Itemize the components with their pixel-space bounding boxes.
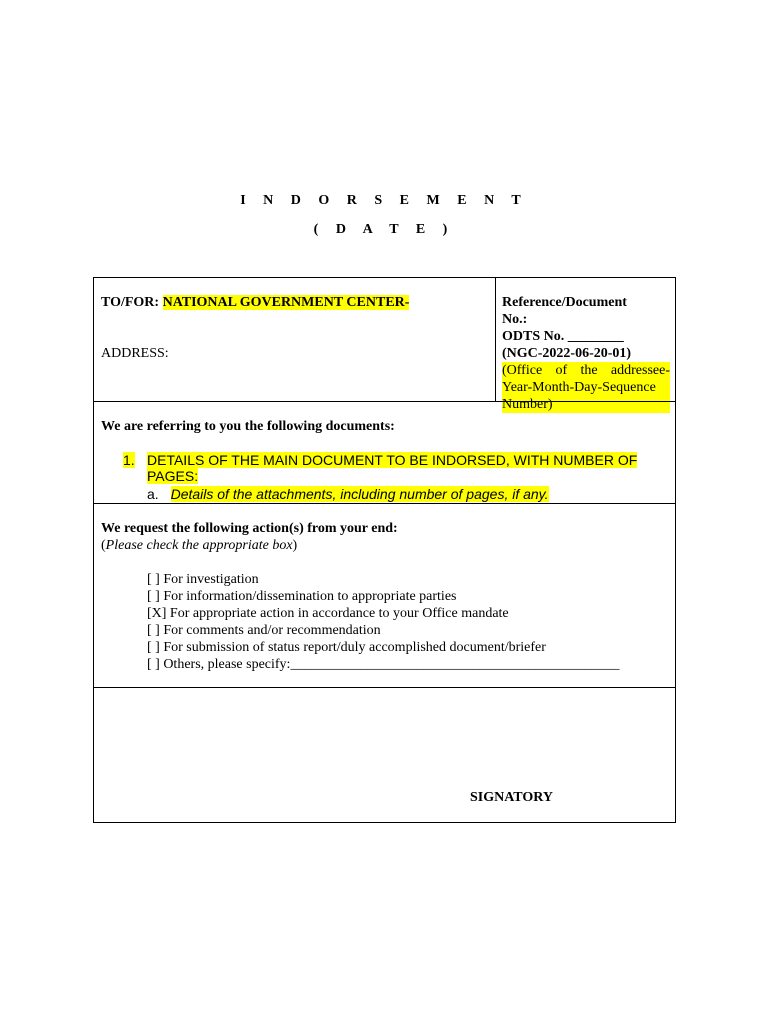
option-investigation[interactable]: [ ] For investigation (147, 572, 259, 587)
sub-item-letter: a. (147, 486, 159, 502)
sub-item-text: Details of the attachments, including number of pages, if any. (170, 486, 549, 502)
actions-intro: We request the following action(s) from your end: (101, 521, 398, 536)
actions-cell (93, 503, 676, 688)
option-others[interactable]: [ ] Others, please specify:_______________________________________________ (147, 657, 620, 672)
date-placeholder: ( D A T E ) (313, 222, 455, 237)
odts-number: ODTS No. ________ (502, 329, 624, 344)
actions-note: (Please check the appropriate box) (101, 538, 298, 553)
document-title: I N D O R S E M E N T (240, 193, 528, 208)
signatory-label: SIGNATORY (470, 790, 554, 805)
option-comments[interactable]: [ ] For comments and/or recommendation (147, 623, 381, 638)
address-label: ADDRESS: (101, 346, 169, 361)
action-options (147, 571, 619, 673)
signature-cell (93, 687, 676, 823)
list-item (123, 452, 668, 502)
reference-label: Reference/Document No.: (502, 295, 627, 327)
to-for-value: NATIONAL GOVERNMENT CENTER- (162, 295, 410, 310)
reference-cell (495, 277, 676, 412)
addressee-cell (93, 277, 496, 402)
to-for-line (101, 294, 409, 311)
item-text: DETAILS OF THE MAIN DOCUMENT TO BE INDORSED, WITH NUMBER OF PAGES: (147, 452, 638, 484)
option-status-report[interactable]: [ ] For submission of status report/duly accomplished document/briefer (147, 640, 546, 655)
option-appropriate-action[interactable]: [X] For appropriate action in accordance to your Office mandate (147, 606, 509, 621)
to-for-label: TO/FOR: (101, 295, 160, 310)
reference-note: (Office of the addressee-Year-Month-Day-Sequence Number) (502, 363, 670, 412)
option-information[interactable]: [ ] For information/dissemination to appropriate parties (147, 589, 457, 604)
item-number: 1. (123, 452, 135, 468)
reference-block (502, 294, 670, 413)
actions-note-italic: Please check the appropriate box (105, 538, 293, 553)
documents-cell (93, 401, 676, 504)
reference-code: (NGC-2022-06-20-01) (502, 346, 632, 361)
sub-item (147, 486, 549, 502)
documents-intro: We are referring to you the following documents: (101, 419, 395, 434)
